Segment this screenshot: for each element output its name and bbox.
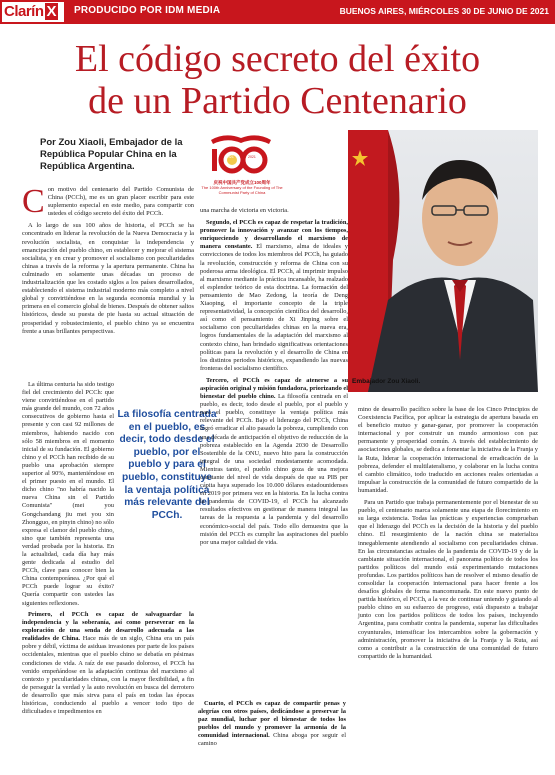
paragraph	[200, 377, 348, 547]
paragraph: Para un Partido que trabaja permanentemente por el bienestar de su pueblo, el centenario marca solamente una etapa de florecimiento en su larga existencia. Todas las prácticas y experiencias comprueban que el liderazgo del PCCh es la decisión de la historia y del pueblo chino. El resurgimiento de la nación china se materializa innegablemente atendiendo al socialismo con peculiaridades chinas. En las circunstancias actuales de la pandemia de COVID-19 y de la cambiante situación internacional, el panorama político de todos los partidos políticos del mundo está experimentando mutaciones profundas. Los partidos políticos han de resolver el mismo desafío de consolidar la cooperación internacional para hacer frente a los desafíos globales de forma mancomunada. En este nuevo punto de partida histórico, el PCCh, a la vez de continuar uniendo y guiando al pueblo chino en su esfuerzo de progreso, está dispuesto a trabajar junto con los partidos políticos de todos los países, incluyendo Argentina, para combatir contra la pandemia, superar las dificultades coyunturales, intensificar los intercambios sobre la gobernación y administración, promover la iniciativa de la Franja y la Ruta, así como a contribuir a la construcción de una comunidad de futuro compartido de la humanidad.	[358, 499, 538, 660]
paragraph-lead: Cuarto, el PCCh es capaz de compartir penas y alegrías con otros países, dedicándose a preservar la paz mundial, luchar por el bienestar de todos los pueblos del mundo y promover la armonía de la comunidad internacional.	[198, 700, 346, 740]
top-bar	[0, 0, 555, 24]
intro-paragraph	[22, 183, 194, 220]
headline-line2: de un Partido Centenario	[88, 80, 467, 122]
paragraph-body: La filosofía centrada en el pueblo, es decir, todo desde el pueblo, por el pueblo y para el pueblo, constituye la ventaja política más relevante del PCCh. Bajo el liderazgo del PCCh, China logró erradicar el alto pasado la pobreza, cumpliendo con una década de anticipación el objetivo de reducción de la pobreza establecido en la Agenda 2030 de Desarrollo Sostenible de la ONU, nuevo hito para la construcción integral de una sociedad modestamente acomodada. Mientras tanto, el pueblo chino goza de una mejora constante del nivel de vida después de que su PIB per cápita haya superado los 10.000 dólares estadounidenses en 2019 por primera vez en la historia. En la lucha contra la pandemia de COVID-19, el PCCh ha alcanzado resultados efectivos en gestionar de manera integral las tareas de la respuesta a la pandemia y del desarrollo económico-social del país. Todo ello demuestra que la misión del PCCh es cumplir las aspiraciones del pueblo por una mejor calidad de vida.	[200, 393, 349, 546]
drop-cap: C	[22, 183, 45, 220]
paragraph	[22, 611, 194, 716]
emblem-caption	[196, 180, 288, 195]
paragraph-lead: Segundo, el PCCh es capaz de respetar la tradición, promover la innovación y avanzar con los tiempos, enriqueciendo y desarrollando el marxismo de manera constante.	[200, 219, 348, 251]
paragraph-body: China aboga por seguir el camino	[198, 732, 346, 748]
ambassador-photo	[348, 130, 538, 392]
paragraph: mino de desarrollo pacífico sobre la base de los Cinco Principios de Coexistencia Pacífica, por aplicar la estrategia de apertura basada en el beneficio mutuo y ganar-ganar, por promover la cooperación internacional y por construir un mundo armonioso con paz permanente y prosperidad común. A través del establecimiento de asociaciones globales, se dedica a fomentar la iniciativa de la Franja y la Ruta, liderar la cooperación internacional de erradicación de la pobreza, defender el multilateralismo, y colaborar en la lucha contra el cambio climático, todo traducido en acciones reales orientadas a impulsar la construcción de la comunidad de futuro compartido de la humanidad.	[358, 406, 538, 494]
paragraph-body: Hace más de un siglo, China era un país pobre y débil, víctima de asiduas invasiones por parte de los países occidentales, mientras que el pueblo chino se debatía en pésimas condiciones de vida. A raíz de ese pasado doloroso, el PCCh ha venido empeñándose en la adaptación continua del marxismo al contexto y peculiaridades chinas, con la mayor flexibilidad, a fin de perseguir la verdad y la auto revolución en busca del derrotero de desarrollo que más sirva para el país en todas las épocas históricas, conduciendo al pueblo a vencer todo tipo de dificultades e impedimentos en	[22, 635, 195, 716]
headline-line1: El código secreto del éxito	[74, 38, 481, 80]
byline: Por Zou Xiaoli, Embajador de la República Popular China en la República Argentina.	[40, 137, 183, 172]
article-column-1c	[22, 611, 194, 720]
article-column-1	[22, 183, 194, 340]
pull-quote: La filosofía centrada en el pueblo, es decir, todo desde el pueblo, por el pueblo y para el pueblo, constituye la ventaja política más relevante del PCCh.	[117, 409, 217, 521]
photo-caption: Embajador Zou Xiaoli.	[352, 378, 421, 385]
paragraph	[198, 700, 346, 749]
emblem-cn: 庆祝中国共产党成立100周年	[213, 180, 271, 185]
intro-text: on motivo del centenario del Partido Comunista de China (PCCh), me es un gran placer escribir para este suplemento especial en este medio, para compartir con ustedes el código secreto del éxito del PCCh.	[47, 186, 194, 218]
headline	[0, 38, 555, 122]
paragraph-body: El marxismo, alma de ideales y convicciones de todos los miembros del PCCh, ha guiado la revolución, construcción y reforma de China con su poderosa arma ideológica. El PCCh, al imprimir impulso al marxismo mediante la práctica incansable, ha realzado el esplendor teórico de esta doctrina. La formación del pensamiento de Mao Zedong, la teoría de Deng Xiaoping, el importante concepto de la triple representatividad, la concepción científica del desarrollo, así como el pensamiento de Xi Jinping sobre el socialismo con peculiaridades chinas en la nueva era, logros fundamentales de la adaptación del marxismo al contexto chino, han brindado significativas orientaciones políticas para la revolución y el desarrollo de China en los distintos periodos históricos, expandiendo las nuevas fronteras del socialismo científico.	[200, 243, 348, 372]
logo-x: X	[46, 3, 57, 20]
centenary-emblem-graphic	[205, 130, 277, 182]
article-column-2	[200, 207, 348, 551]
paragraph: A lo largo de sus 100 años de historia, el PCCh se ha concentrado en liderar la revolución de la Nueva Democracia y la revolución socialista, en conquistar la independencia y emancipación del pueblo chino, en establecer y mejorar el sistema socialista, y en crear y promover el socialismo con peculiaridades chinas a través de la reforma y la apertura permanente. China ha culminado en solamente unas décadas un proceso de industrialización que les costado siglos a los países desarrollados, estableciendo el sistema industrial moderno más completo a nivel global y convirtiéndose en la segunda economía mundial y la primera en el comercio global de bienes. Después de obtener saltos históricos, desde su puesta de pie hasta su actual situación de prosperidad y robustecimiento, el pueblo chino ya se encuentra frente a unas brillantes perspectivas.	[22, 222, 194, 335]
article-column-3	[358, 406, 538, 665]
paragraph-lead: Primero, el PCCh es capaz de salvaguardar la independencia y la soberanía, así como perseverar en la exploración de una senda de desarrollo adecuada a las realidades de China.	[22, 611, 194, 643]
article-column-1b	[22, 381, 114, 612]
dateline: BUENOS AIRES, MIÉRCOLES 30 DE JUNIO DE 2021	[339, 6, 549, 16]
paragraph-lead: Tercero, el PCCh es capaz de atenerse a su aspiración original y misión fundadora, priorizando el bienestar del pueblo chino.	[200, 376, 348, 401]
paragraph: La última centuria ha sido testigo fiel del crecimiento del PCCh: que viene convirtiéndose en el partido más grande del mundo, con 72 años consecutivos de gobierno hasta el presente y con casi 92 millones de miembros, habiendo nacido con sólo 58 miembros en el momento inicial de su fundación. El gobierno chino y el PCCh han recibido de su pueblo una aprobación siempre superior al 90%, manteniéndose en el primer puesto en el mundo. El dicho chino "no habría nacido la nueva China sin el Partido Comunista" (mei you Gongchandang jiu mei you xin Zhongguo, en pinyin chino) no sólo expresa el clamor del pueblo chino, sino que también representa una verdad probada por la historia. En la actualidad, cada día hay más gente dedicada al estudio del PCCh, clave para conocer bien la China contemporánea. ¿Por qué el PCCh puede lograr su éxito? Quería compartir con ustedes las siguientes reflexiones.	[22, 381, 114, 607]
clarin-logo[interactable]	[2, 2, 64, 22]
producido-label: PRODUCIDO POR IDM MEDIA	[74, 5, 221, 16]
paragraph	[200, 219, 348, 373]
emblem-en: The 100th Anniversary of the Founding of The Communist Party of China	[201, 185, 283, 195]
emblem-year-left: 1921	[226, 155, 234, 159]
ambassador-photo-image	[348, 130, 538, 392]
paragraph: una marcha de victoria en victoria.	[200, 207, 289, 214]
emblem-year-right: 2021	[248, 155, 256, 159]
logo-text: Clarín	[4, 3, 44, 20]
article-column-2b	[198, 700, 346, 753]
